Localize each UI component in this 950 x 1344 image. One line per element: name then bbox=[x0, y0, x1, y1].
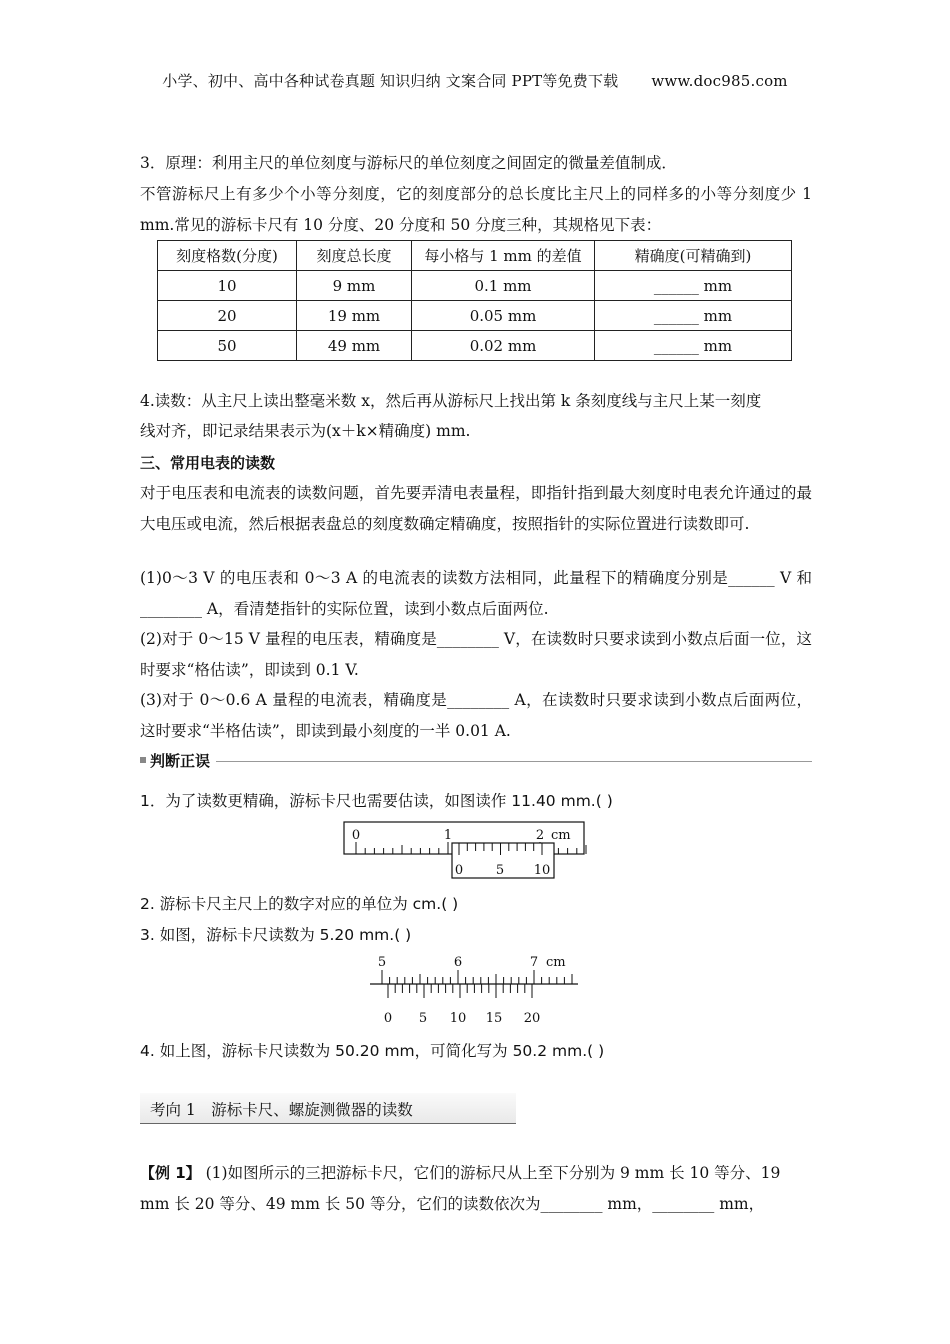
spec-table bbox=[157, 240, 792, 361]
section3-item2: (2)对于 0～15 V 量程的电压表，精确度是________ V，在读数时只要求读到小数点后面一位，这时要求“格估读”，即读到 0.1 V. bbox=[140, 630, 812, 679]
table-cell: 19 mm bbox=[297, 301, 412, 331]
judge-label bbox=[140, 750, 216, 771]
judge-q2: 2. 游标卡尺主尺上的数字对应的单位为 cm.( ) bbox=[140, 895, 459, 913]
table-cell: 49 mm bbox=[297, 331, 412, 361]
section3-item1: (1)0～3 V 的电压表和 0～3 A 的电流表的读数方法相同，此量程下的精确度分别是______ V 和________ A，看清楚指针的实际位置，读到小数点后面两位. bbox=[140, 569, 812, 618]
vernier-label: 5 bbox=[418, 1011, 428, 1026]
table-cell: 50 bbox=[158, 331, 297, 361]
header-url[interactable]: www.doc985.com bbox=[651, 72, 788, 90]
unit-label: cm bbox=[546, 955, 566, 970]
page-header bbox=[0, 70, 950, 91]
main-label: 2 bbox=[535, 828, 545, 843]
table-header-cell: 刻度总长度 bbox=[297, 241, 412, 271]
vernier-label: 15 bbox=[485, 1011, 503, 1026]
section3-intro: 对于电压表和电流表的读数问题，首先要弄清电表量程，即指针指到最大刻度时电表允许通过的最大电压或电流，然后根据表盘总的刻度数确定精确度，按照指针的实际位置进行读数即可. bbox=[140, 484, 812, 533]
judge-q1: 1．为了读数更精确，游标卡尺也需要估读，如图读作 11.40 mm.( ) bbox=[140, 792, 613, 810]
vernier-label: 10 bbox=[533, 863, 551, 878]
section3-title: 三、常用电表的读数 bbox=[140, 454, 276, 472]
table-header-cell: 刻度格数(分度) bbox=[158, 241, 297, 271]
kaoxiang-title: 考向 1 游标卡尺、螺旋测微器的读数 bbox=[150, 1101, 413, 1119]
principle-line2: 不管游标尺上有多少个小等分刻度，它的刻度部分的总长度比主尺上的同样多的小等分刻度少 1 mm.常见的游标卡尺有 10 分度、20 分度和 50 分度三种，其规格见下表： bbox=[140, 185, 812, 234]
caliper-figure-1 bbox=[340, 818, 590, 880]
table-header-cell: 精确度(可精确到) bbox=[595, 241, 792, 271]
table-header-row bbox=[158, 241, 792, 271]
judge-q4: 4. 如上图，游标卡尺读数为 50.20 mm，可简化写为 50.2 mm.( ) bbox=[140, 1042, 605, 1060]
table-cell: 0.1 mm bbox=[412, 271, 595, 301]
main-label: 0 bbox=[351, 828, 361, 843]
table-cell: 0.02 mm bbox=[412, 331, 595, 361]
table-cell: ______ mm bbox=[595, 271, 792, 301]
caliper-figure-2 bbox=[366, 950, 582, 1030]
example-line2: mm 长 20 等分、49 mm 长 50 等分，它们的读数依次为________ mm，________ mm， bbox=[140, 1195, 765, 1213]
judge-divider bbox=[140, 761, 812, 762]
vernier-label: 10 bbox=[449, 1011, 467, 1026]
table-cell: ______ mm bbox=[595, 301, 792, 331]
judge-label-text: 判断正误 bbox=[150, 752, 211, 770]
judge-q3: 3. 如图，游标卡尺读数为 5.20 mm.( ) bbox=[140, 926, 412, 944]
table-cell: 10 bbox=[158, 271, 297, 301]
reading-line2: 线对齐，即记录结果表示为(x＋k×精确度) mm. bbox=[140, 422, 471, 440]
vernier-label: 5 bbox=[495, 863, 505, 878]
main-label: 7 bbox=[529, 955, 539, 970]
vernier-label: 0 bbox=[383, 1011, 393, 1026]
example-tag: 【例 1】 bbox=[140, 1164, 201, 1182]
principle-line1: 3．原理：利用主尺的单位刻度与游标尺的单位刻度之间固定的微量差值制成． bbox=[140, 154, 677, 172]
vernier-label: 20 bbox=[523, 1011, 541, 1026]
table-cell: 0.05 mm bbox=[412, 301, 595, 331]
table-row bbox=[158, 301, 792, 331]
table-cell: 20 bbox=[158, 301, 297, 331]
square-bullet-icon bbox=[140, 757, 146, 763]
example-block bbox=[140, 1158, 812, 1220]
main-label: 1 bbox=[443, 828, 453, 843]
example-line1 bbox=[140, 1158, 812, 1189]
table-header-cell: 每小格与 1 mm 的差值 bbox=[412, 241, 595, 271]
table-cell: ______ mm bbox=[595, 331, 792, 361]
reading-line1: 4.读数：从主尺上读出整毫米数 x，然后再从游标尺上找出第 k 条刻度线与主尺上某一刻度 bbox=[140, 392, 762, 410]
vernier-label: 0 bbox=[454, 863, 464, 878]
section3-item3: (3)对于 0～0.6 A 量程的电流表，精确度是________ A，在读数时只要求读到小数点后面两位，这时要求“半格估读”，即读到最小刻度的一半 0.01 A. bbox=[140, 691, 812, 740]
table-row bbox=[158, 331, 792, 361]
table-cell: 9 mm bbox=[297, 271, 412, 301]
table-row bbox=[158, 271, 792, 301]
example-line1-text: (1)如图所示的三把游标卡尺，它们的游标尺从上至下分别为 9 mm 长 10 等分、19 bbox=[205, 1164, 781, 1182]
header-left-text: 小学、初中、高中各种试卷真题 知识归纳 文案合同 PPT等免费下载 bbox=[162, 72, 619, 90]
unit-label: cm bbox=[551, 828, 571, 843]
main-label: 6 bbox=[453, 955, 463, 970]
main-label: 5 bbox=[377, 955, 387, 970]
